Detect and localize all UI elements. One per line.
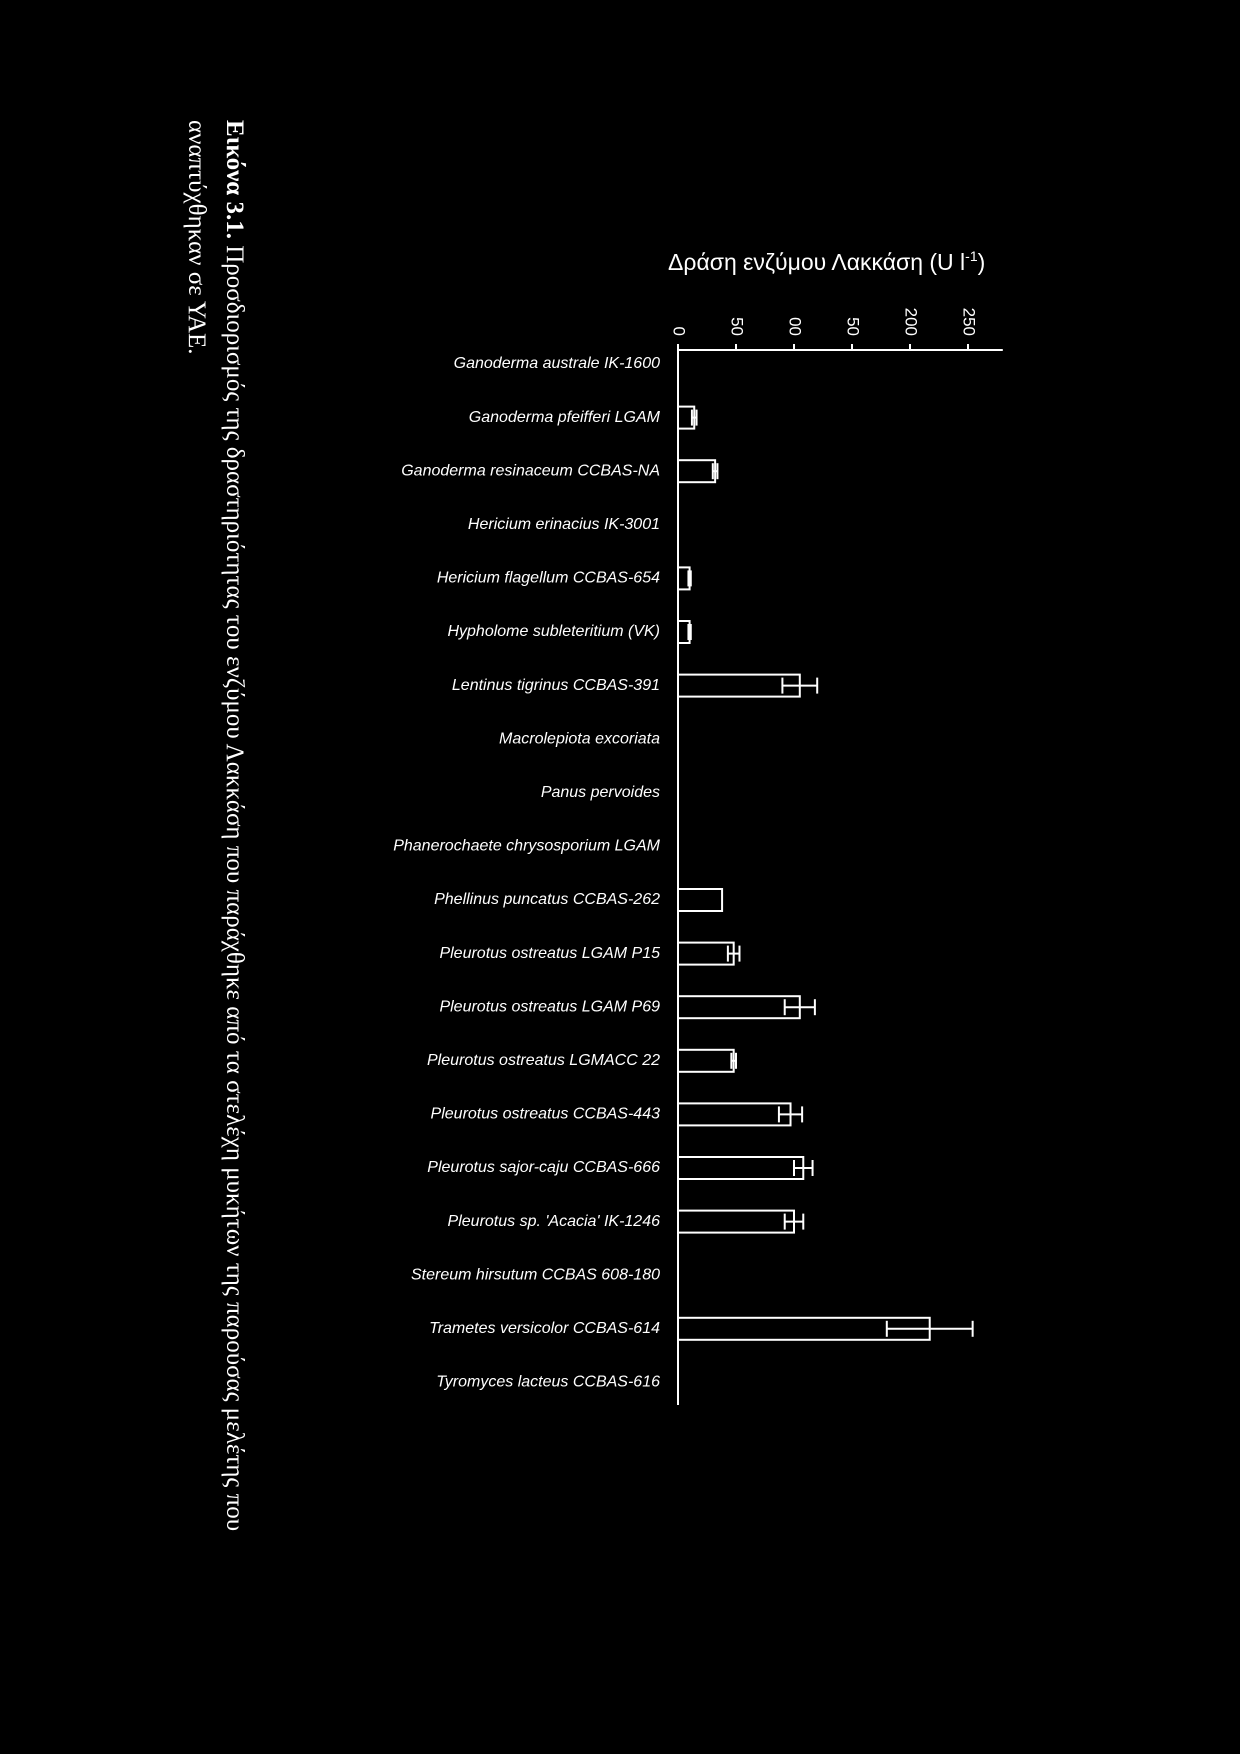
bar <box>678 1103 791 1125</box>
value-tick-label: 50 <box>843 317 863 336</box>
value-tick-label: 250 <box>959 307 979 336</box>
caption-text-line1: Προσδιορισμός της δραστηριότητας του ενζύμου Λακκάση που παράχθηκε από τα στελέχη μυκήτων της παρούσας μελέτης που <box>221 245 248 1532</box>
figure-caption <box>183 120 253 1620</box>
category-labels <box>393 355 660 1390</box>
value-tick-label: 50 <box>727 317 747 336</box>
category-label: Hericium erinacius IK-3001 <box>467 516 660 534</box>
value-axis-title-sup: -1 <box>965 248 978 264</box>
category-label: Pleurotus sajor-caju CCBAS-666 <box>427 1159 660 1177</box>
caption-text-line2: αναπτύχθηκαν σε ΥΑΕ. <box>183 120 210 355</box>
bar <box>678 996 800 1018</box>
value-tick-label: 00 <box>785 317 805 336</box>
category-label: Pleurotus ostreatus LGAM P15 <box>439 944 660 962</box>
category-label: Pleurotus sp. 'Acacia' IK-1246 <box>447 1212 660 1230</box>
category-label: Phanerochaete chrysosporium LGAM <box>393 837 660 855</box>
value-tick-label: 0 <box>669 326 689 336</box>
category-label: Pleurotus ostreatus LGMACC 22 <box>427 1052 660 1070</box>
category-label: Lentinus tigrinus CCBAS-391 <box>451 676 660 694</box>
bar <box>678 943 734 965</box>
category-label: Pleurotus ostreatus LGAM P69 <box>439 998 660 1016</box>
category-label: Ganoderma pfeifferi LGAM <box>468 408 660 426</box>
category-label: Phellinus puncatus CCBAS-262 <box>434 891 660 909</box>
bar <box>678 1157 803 1179</box>
bar <box>678 1211 794 1233</box>
bars-group <box>678 407 973 1340</box>
category-label: Trametes versicolor CCBAS-614 <box>429 1320 660 1338</box>
bar <box>678 889 722 911</box>
value-axis-title-end: ) <box>977 249 986 275</box>
category-label: Ganoderma australe IK-1600 <box>453 355 660 373</box>
category-label: Stereum hirsutum CCBAS 608-180 <box>411 1266 660 1284</box>
caption-label: Εικόνα 3.1. <box>221 120 248 239</box>
category-label: Macrolepiota excoriata <box>499 730 660 748</box>
value-axis-title <box>668 248 985 275</box>
category-label: Tyromyces lacteus CCBAS-616 <box>436 1373 660 1391</box>
category-label: Hericium flagellum CCBAS-654 <box>436 569 660 587</box>
category-label: Hypholome subleteritium (VK) <box>447 623 660 641</box>
value-tick-label: 200 <box>901 307 921 336</box>
category-label: Panus pervoides <box>540 784 660 802</box>
bar <box>678 460 715 482</box>
category-label: Ganoderma resinaceum CCBAS-NA <box>401 462 660 480</box>
category-label: Pleurotus ostreatus CCBAS-443 <box>430 1105 660 1123</box>
value-axis-title-text: Δράση ενζύμου Λακκάση (U l <box>668 249 966 275</box>
bar <box>678 1050 734 1072</box>
